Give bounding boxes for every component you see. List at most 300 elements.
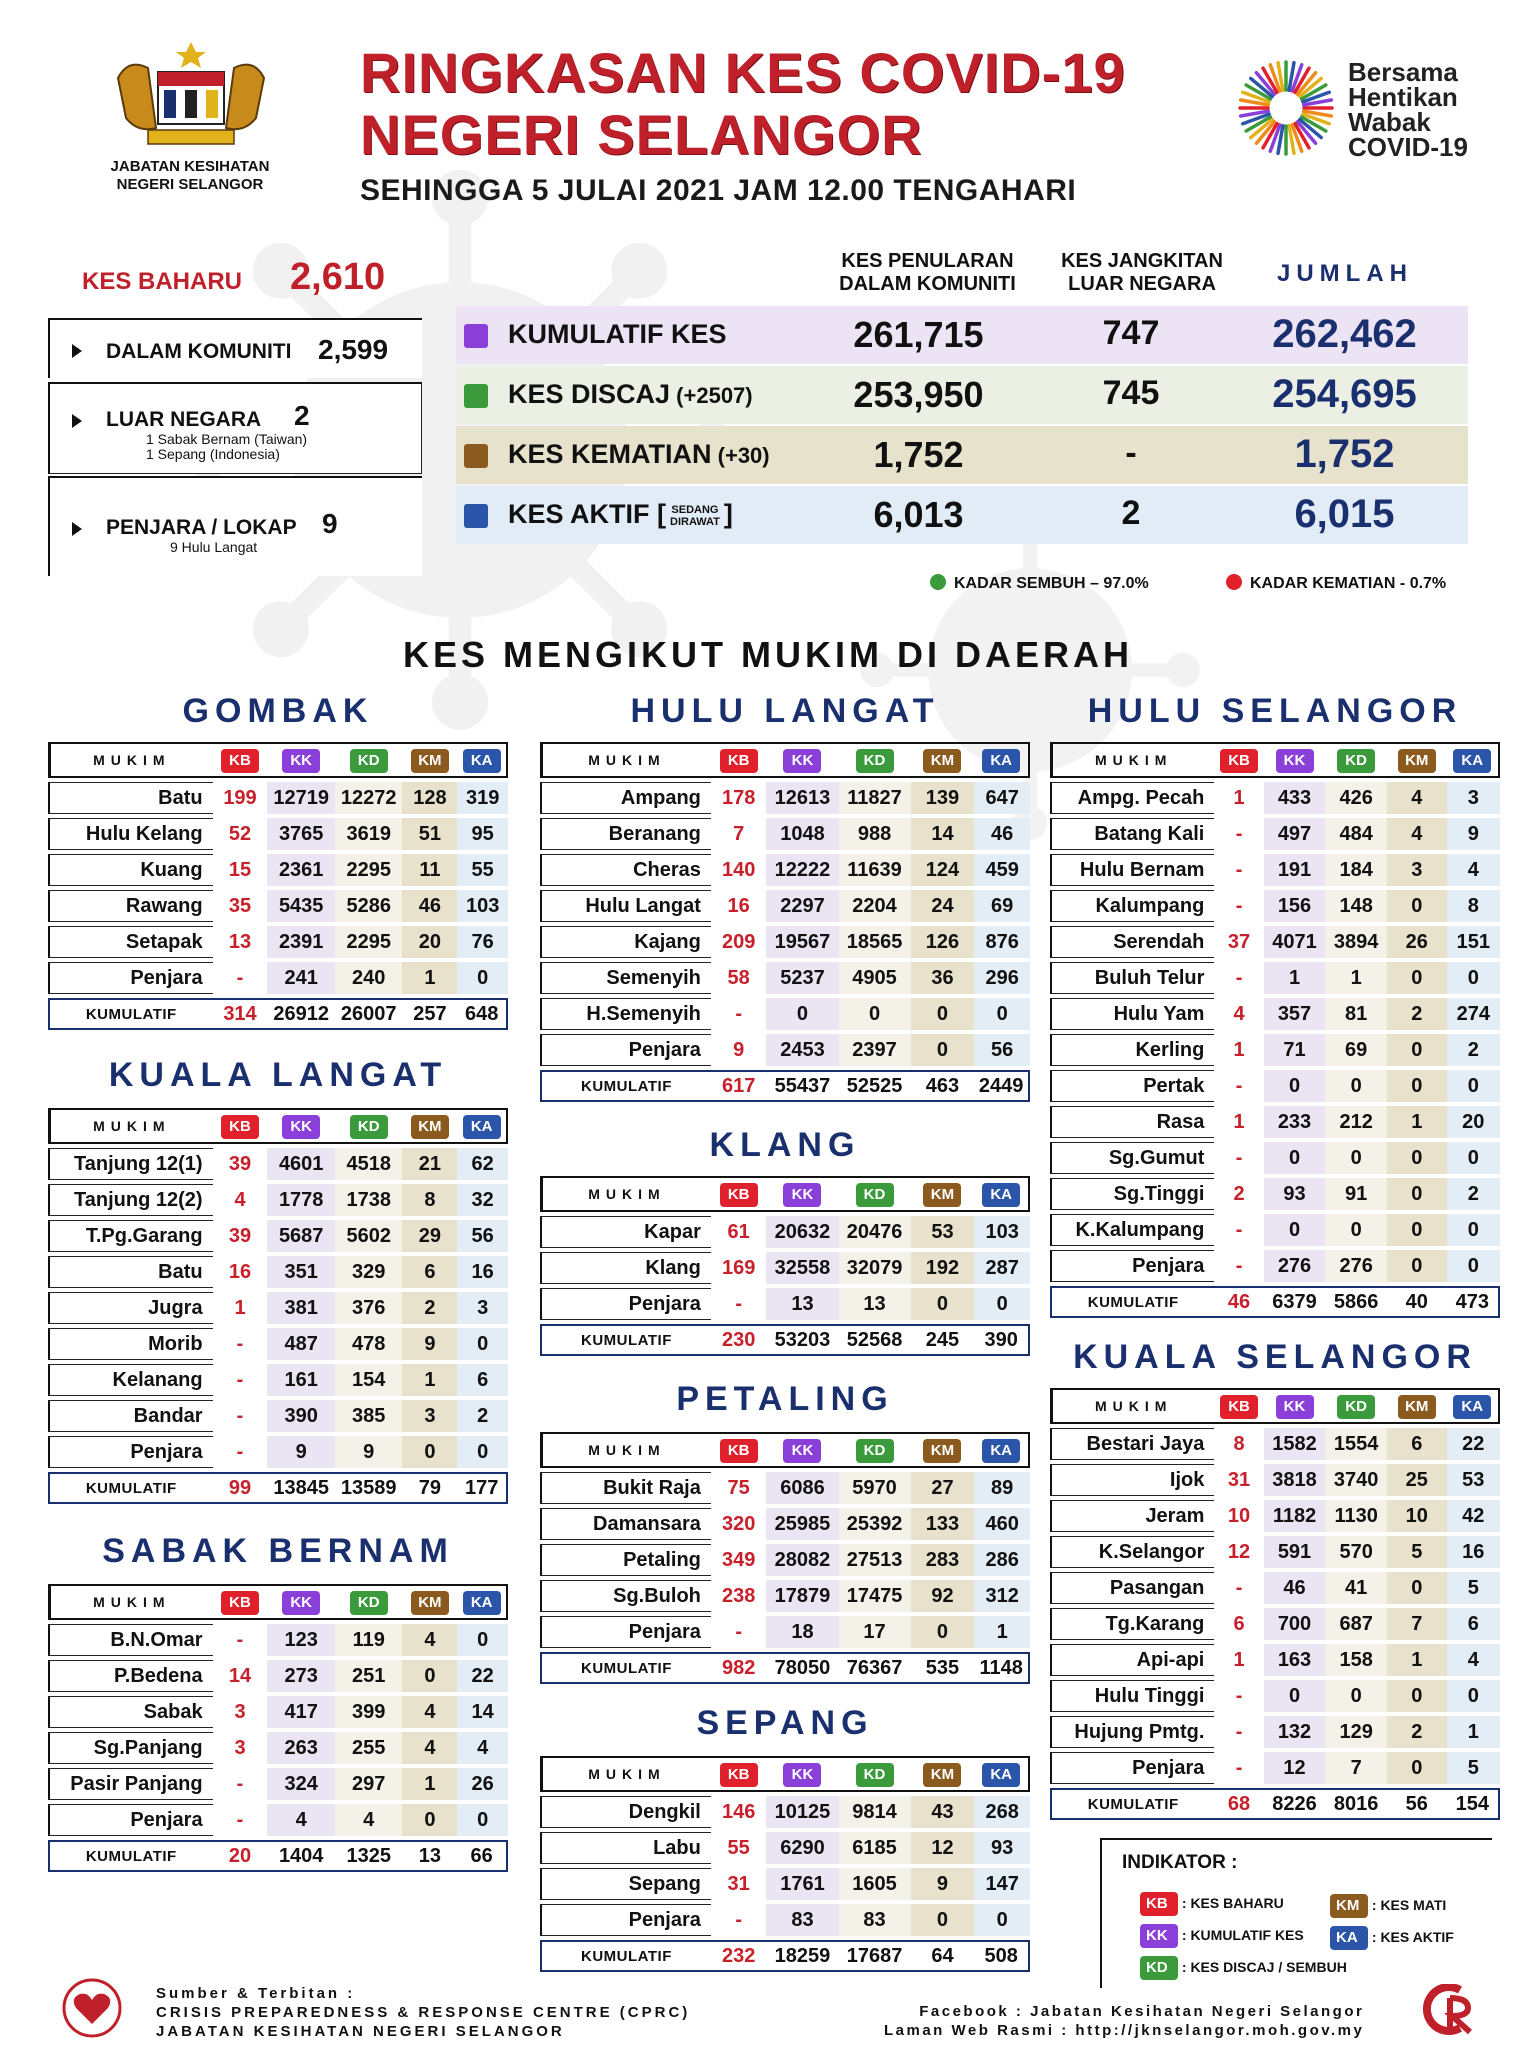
mukim-name: Penjara [540,1904,711,1936]
cumulative-kb: 314 [213,998,268,1030]
cumulative-kb: 99 [213,1472,268,1504]
col-header-km: KM [923,1439,961,1463]
cell-ka: 26 [457,1768,508,1800]
mukim-name: Kuang [48,854,213,886]
cell-kk: 12613 [766,782,838,814]
col-header-km: KM [923,1183,961,1207]
mukim-name: Penjara [540,1034,711,1066]
col-header-kk: KK [783,1439,821,1463]
cell-ka: 9 [1447,818,1500,850]
cumulative-label: KUMULATIF [1050,1286,1214,1318]
cell-kd: 11827 [839,782,911,814]
cumulative-row [540,1940,1030,1972]
cell-kk: 2391 [267,926,335,958]
coat-of-arms-icon [108,38,274,153]
table-row [540,1216,1030,1248]
cell-kb: 2 [1233,1182,1245,1205]
mukim-name: K.Selangor [1050,1536,1214,1568]
legend-square-icon [464,384,488,408]
summary-luar-value: - [1125,434,1137,472]
cell-km: 0 [402,1436,457,1468]
cell-ka: 56 [457,1220,508,1252]
mukim-name: Kerling [1050,1034,1214,1066]
table-row [48,1292,508,1324]
summary-komuniti-value: 261,715 [853,314,984,355]
cumulative-label: KUMULATIF [540,1324,711,1356]
cell-km: 4 [402,1624,457,1656]
summary-jumlah-value: 1,752 [1294,432,1395,476]
cell-kd: 69 [1325,1034,1387,1066]
cumulative-km: 13 [402,1840,457,1872]
cell-kd: 385 [335,1400,403,1432]
col-header-kb: KB [1220,1395,1258,1419]
cell-kb: 12 [1227,1540,1251,1563]
table-row [48,962,508,994]
cell-kb: - [236,1368,244,1391]
cell-kd: 3619 [335,818,403,850]
footer-links: Facebook : Jabatan Kesihatan Negeri Selangor Laman Web Rasmi : http://jknselangor.moh.gov.my [884,2003,1365,2039]
cell-ka: 103 [974,1216,1030,1248]
cell-kd: 297 [335,1768,403,1800]
mukim-name: Jeram [1050,1500,1214,1532]
cell-km: 43 [911,1796,975,1828]
cell-kd: 27513 [839,1544,911,1576]
cell-kk: 0 [766,998,838,1030]
table-row [540,1508,1030,1540]
cell-ka: 95 [457,818,508,850]
indicator-kb: : KES BAHARU [1181,1895,1284,1911]
kadar-kematian: KADAR KEMATIAN - 0.7% [1226,574,1446,593]
cell-kb: - [1235,1720,1243,1743]
bullet-arrow-icon [72,344,82,358]
col-header-kk: KK [783,749,821,773]
cell-ka: 460 [974,1508,1030,1540]
cell-km: 14 [911,818,975,850]
penjara-detail: 9 Hulu Langat [170,539,258,555]
cell-ka: 6 [1447,1608,1500,1640]
cumulative-kb: 46 [1214,1286,1263,1318]
cell-ka: 32 [457,1184,508,1216]
cell-kb: 169 [721,1256,756,1279]
cell-ka: 2 [457,1400,508,1432]
cell-kk: 233 [1264,1106,1326,1138]
col-header-kd: KD [1337,749,1375,773]
luar-negara-detail: 1 Sabak Bernam (Taiwan) 1 Sepang (Indonesia) [146,431,308,462]
cell-km: 1 [1387,1644,1447,1676]
cell-kd: 9814 [839,1796,911,1828]
indicator-legend [1100,1838,1492,1988]
cell-kk: 3765 [267,818,335,850]
section-title: KES MENGIKUT MUKIM DI DAERAH [403,634,1133,675]
cell-kd: 329 [335,1256,403,1288]
cell-km: 0 [1387,1142,1447,1174]
cell-ka: 151 [1447,926,1500,958]
cell-km: 1 [1387,1106,1447,1138]
cell-kd: 484 [1325,818,1387,850]
cell-kd: 12272 [335,782,403,814]
col-header-km: KM [923,749,961,773]
cell-kd: 6185 [839,1832,911,1864]
summary-luar-value: 747 [1102,314,1160,352]
penjara-box [48,476,422,576]
cumulative-ka: 648 [457,998,508,1030]
legend-square-icon [464,444,488,468]
cell-kk: 191 [1264,854,1326,886]
cell-kb: 320 [721,1512,756,1535]
cumulative-row [48,1472,508,1504]
komuniti-label: DALAM KOMUNITI [106,340,292,363]
cell-kd: 3894 [1325,926,1387,958]
cell-kb: 15 [228,858,252,881]
cumulative-label: KUMULATIF [48,998,213,1030]
cell-km: 1 [402,962,457,994]
cumulative-km: 245 [911,1324,975,1356]
cell-kb: 58 [727,966,750,989]
cell-kb: - [236,1772,244,1795]
cell-kd: 570 [1325,1536,1387,1568]
indicator-kk: : KUMULATIF KES [1181,1927,1304,1943]
col-header-kb: KB [720,1439,758,1463]
col-header-km: KM [923,1763,961,1787]
cell-km: 128 [402,782,457,814]
cell-kk: 591 [1264,1536,1326,1568]
mukim-name: Tanjung 12(1) [48,1148,213,1180]
cell-km: 26 [1387,926,1447,958]
cell-km: 4 [1387,782,1447,814]
table-row [1050,854,1500,886]
table-row [540,1252,1030,1284]
cell-kk: 2361 [267,854,335,886]
cell-kb: - [1235,822,1243,845]
penjara-value: 9 [322,508,338,539]
mukim-name: Ijok [1050,1464,1214,1496]
cell-km: 0 [911,1034,975,1066]
cell-kk: 381 [267,1292,335,1324]
mukim-name: B.N.Omar [48,1624,213,1656]
cell-kk: 0 [1264,1142,1326,1174]
cell-kk: 20632 [766,1216,838,1248]
cumulative-kk: 13845 [267,1472,335,1504]
col-header-mukim: MUKIM [48,1108,213,1144]
cell-km: 24 [911,890,975,922]
cumulative-kk: 78050 [766,1652,838,1684]
col-header-kk: KK [783,1183,821,1207]
mukim-name: Rawang [48,890,213,922]
table-row [540,962,1030,994]
cell-kb: 14 [228,1664,252,1687]
cell-kd: 3740 [1325,1464,1387,1496]
cell-kd: 129 [1325,1716,1387,1748]
cell-ka: 89 [974,1472,1030,1504]
cell-ka: 4 [1447,854,1500,886]
indicator-ka: : KES AKTIF [1371,1929,1454,1945]
cell-kd: 255 [335,1732,403,1764]
cell-kd: 11639 [839,854,911,886]
cell-kk: 132 [1264,1716,1326,1748]
cell-kk: 417 [267,1696,335,1728]
district-title-kuala-langat: KUALA LANGAT [108,1056,448,1094]
cell-ka: 287 [974,1252,1030,1284]
campaign-slogan: Bersama Hentikan Wabak COVID-19 [1348,57,1468,162]
cell-km: 8 [402,1184,457,1216]
cell-kk: 28082 [766,1544,838,1576]
cell-km: 3 [1387,854,1447,886]
cell-ka: 0 [1447,962,1500,994]
table-row [1050,890,1500,922]
cell-kk: 32558 [766,1252,838,1284]
cell-ka: 76 [457,926,508,958]
table-row [48,1400,508,1432]
cell-km: 9 [402,1328,457,1360]
table-row [1050,1572,1500,1604]
mukim-name: Batang Kali [1050,818,1214,850]
agency-label: JABATAN KESIHATAN NEGERI SELANGOR [110,158,270,193]
cell-kd: 0 [1325,1680,1387,1712]
cell-km: 46 [402,890,457,922]
cell-kd: 83 [839,1904,911,1936]
cumulative-kb: 617 [711,1070,767,1102]
cell-ka: 42 [1447,1500,1500,1532]
cell-kd: 4518 [335,1148,403,1180]
cell-kb: 7 [733,822,745,845]
col-header-kb: KB [221,1115,259,1139]
cell-km: 192 [911,1252,975,1284]
table-row [1050,782,1500,814]
mukim-name: Serendah [1050,926,1214,958]
cell-kk: 433 [1264,782,1326,814]
col-header-km: KM [411,749,449,773]
cell-kk: 13 [766,1288,838,1320]
summary-jumlah-value: 6,015 [1294,492,1395,536]
cell-kb: 1 [1233,786,1245,809]
cell-km: 126 [911,926,975,958]
table-row [540,1904,1030,1936]
cumulative-row [540,1324,1030,1356]
cumulative-ka: 473 [1447,1286,1500,1318]
cell-km: 4 [402,1732,457,1764]
cumulative-ka: 1148 [974,1652,1030,1684]
col-header-kk: KK [783,1763,821,1787]
cell-km: 27 [911,1472,975,1504]
cell-kb: 13 [228,930,252,953]
mukim-name: Pasangan [1050,1572,1214,1604]
cell-kk: 1761 [766,1868,838,1900]
mukim-name: Penjara [48,962,213,994]
cell-kb: 39 [228,1152,252,1175]
cumulative-kk: 26912 [267,998,335,1030]
cumulative-label: KUMULATIF [48,1472,213,1504]
cell-kd: 1 [1325,962,1387,994]
cell-ka: 46 [974,818,1030,850]
legend-square-icon [464,504,488,528]
cell-kb: 8 [1233,1432,1245,1455]
col-header-kd: KD [856,1763,894,1787]
table-row [48,818,508,850]
cell-km: 5 [1387,1536,1447,1568]
cell-ka: 0 [1447,1214,1500,1246]
cell-kk: 5237 [766,962,838,994]
cell-km: 0 [402,1804,457,1836]
mukim-name: Dengkil [540,1796,711,1828]
col-header-mukim: MUKIM [540,1756,711,1792]
cell-kd: 0 [1325,1070,1387,1102]
mukim-name: Jugra [48,1292,213,1324]
mukim-name: Sg.Buloh [540,1580,711,1612]
table-row [48,1732,508,1764]
col-header-kk: KK [282,749,320,773]
cumulative-ka: 154 [1447,1788,1500,1820]
cell-kd: 426 [1325,782,1387,814]
district-title-klang: KLANG [709,1126,861,1164]
cell-kd: 687 [1325,1608,1387,1640]
col-header-ka: KA [1453,749,1491,773]
col-header-ka: KA [463,749,501,773]
cell-kk: 351 [267,1256,335,1288]
table-row [540,1616,1030,1648]
cell-kb: 31 [727,1872,750,1895]
indicator-km: : KES MATI [1371,1897,1447,1913]
col-header-kd: KD [1337,1395,1375,1419]
cell-kb: - [1235,1756,1243,1779]
cell-kb: 10 [1227,1504,1251,1527]
cumulative-label: KUMULATIF [540,1652,711,1684]
cell-kk: 273 [267,1660,335,1692]
cell-kd: 5286 [335,890,403,922]
mukim-name: Sg.Tinggi [1050,1178,1214,1210]
cell-ka: 876 [974,926,1030,958]
cell-kd: 2295 [335,854,403,886]
cell-kk: 46 [1264,1572,1326,1604]
col-header-kd: KD [856,749,894,773]
cell-kd: 1738 [335,1184,403,1216]
col-header-mukim: MUKIM [1050,1388,1214,1424]
table-row [1050,1716,1500,1748]
cumulative-ka: 66 [457,1840,508,1872]
cell-km: 283 [911,1544,975,1576]
cell-ka: 2 [1447,1034,1500,1066]
cell-kd: 4905 [839,962,911,994]
mukim-name: Sg.Panjang [48,1732,213,1764]
cell-kd: 251 [335,1660,403,1692]
district-table-klang [540,1172,1030,1360]
cell-kd: 119 [335,1624,403,1656]
cell-ka: 1 [974,1616,1030,1648]
cell-kb: 140 [721,858,756,881]
mukim-name: Penjara [48,1804,213,1836]
mukim-name: Api-api [1050,1644,1214,1676]
mukim-name: Sg.Gumut [1050,1142,1214,1174]
cell-ka: 0 [1447,1250,1500,1282]
cumulative-row [48,1840,508,1872]
district-table-hulu-selangor [1050,738,1500,1322]
cell-ka: 0 [974,1288,1030,1320]
cell-kb: 31 [1227,1468,1251,1491]
cell-ka: 0 [1447,1142,1500,1174]
cell-kd: 988 [839,818,911,850]
district-table-sepang [540,1752,1030,1976]
cell-kk: 5687 [267,1220,335,1252]
summary-label: KES DISCAJ (+2507) [508,379,753,409]
cell-km: 0 [1387,1214,1447,1246]
cell-kd: 148 [1325,890,1387,922]
cell-kb: 61 [727,1220,750,1243]
col-header-kb: KB [221,749,259,773]
mukim-name: Penjara [48,1436,213,1468]
table-row [48,1804,508,1836]
cell-kb: 238 [721,1584,756,1607]
cumulative-ka: 2449 [974,1070,1030,1102]
cell-ka: 53 [1447,1464,1500,1496]
cumulative-kb: 230 [711,1324,767,1356]
col-header-kb: KB [1220,749,1258,773]
cell-km: 0 [1387,1572,1447,1604]
mukim-name: Kalumpang [1050,890,1214,922]
table-row [540,1796,1030,1828]
district-title-hulu-selangor: HULU SELANGOR [1087,692,1463,730]
col-header-kk: KK [282,1591,320,1615]
table-row [540,1832,1030,1864]
table-row [48,1184,508,1216]
cell-kk: 487 [267,1328,335,1360]
mukim-name: Tanjung 12(2) [48,1184,213,1216]
cell-km: 3 [402,1400,457,1432]
cell-km: 0 [911,1904,975,1936]
table-row [48,1624,508,1656]
header-luar-negara: KES JANGKITAN LUAR NEGARA [1061,250,1223,295]
col-header-mukim: MUKIM [540,742,711,778]
cell-kk: 2297 [766,890,838,922]
cell-ka: 0 [974,998,1030,1030]
cell-kk: 1778 [267,1184,335,1216]
district-title-hulu-langat: HULU LANGAT [630,692,940,730]
cell-ka: 274 [1447,998,1500,1030]
cell-kk: 9 [267,1436,335,1468]
cumulative-kd: 1325 [335,1840,403,1872]
footer-source: Sumber & Terbitan : CRISIS PREPAREDNESS & RESPONSE CENTRE (CPRC) JABATAN KESIHATAN NEGERI SELANGOR [156,1985,691,2040]
cumulative-kd: 8016 [1325,1788,1387,1820]
cell-km: 2 [1387,1716,1447,1748]
cell-km: 29 [402,1220,457,1252]
cell-kb: - [1235,1684,1243,1707]
table-row [540,1288,1030,1320]
cumulative-kk: 6379 [1264,1286,1326,1318]
luar-negara-label: LUAR NEGARA [106,408,262,431]
cell-kd: 32079 [839,1252,911,1284]
cell-kk: 123 [267,1624,335,1656]
cumulative-km: 56 [1387,1788,1447,1820]
cell-ka: 268 [974,1796,1030,1828]
cell-kk: 0 [1264,1070,1326,1102]
pill-kk: KK [1140,1924,1178,1948]
indicator-title: INDIKATOR : [1122,1852,1238,1873]
mukim-name: Tg.Karang [1050,1608,1214,1640]
cell-kb: 6 [1233,1612,1245,1635]
luar-negara-value: 2 [294,400,310,431]
col-header-kk: KK [1276,749,1314,773]
cell-kb: 4 [1233,1002,1245,1025]
cell-ka: 56 [974,1034,1030,1066]
summary-jumlah-value: 262,462 [1272,312,1417,356]
cell-kd: 1554 [1325,1428,1387,1460]
table-row [1050,1214,1500,1246]
pill-ka: KA [1330,1926,1368,1950]
cell-ka: 4 [457,1732,508,1764]
cell-kk: 1048 [766,818,838,850]
cell-ka: 8 [1447,890,1500,922]
table-row [1050,1464,1500,1496]
mukim-name: Petaling [540,1544,711,1576]
cell-kk: 12 [1264,1752,1326,1784]
